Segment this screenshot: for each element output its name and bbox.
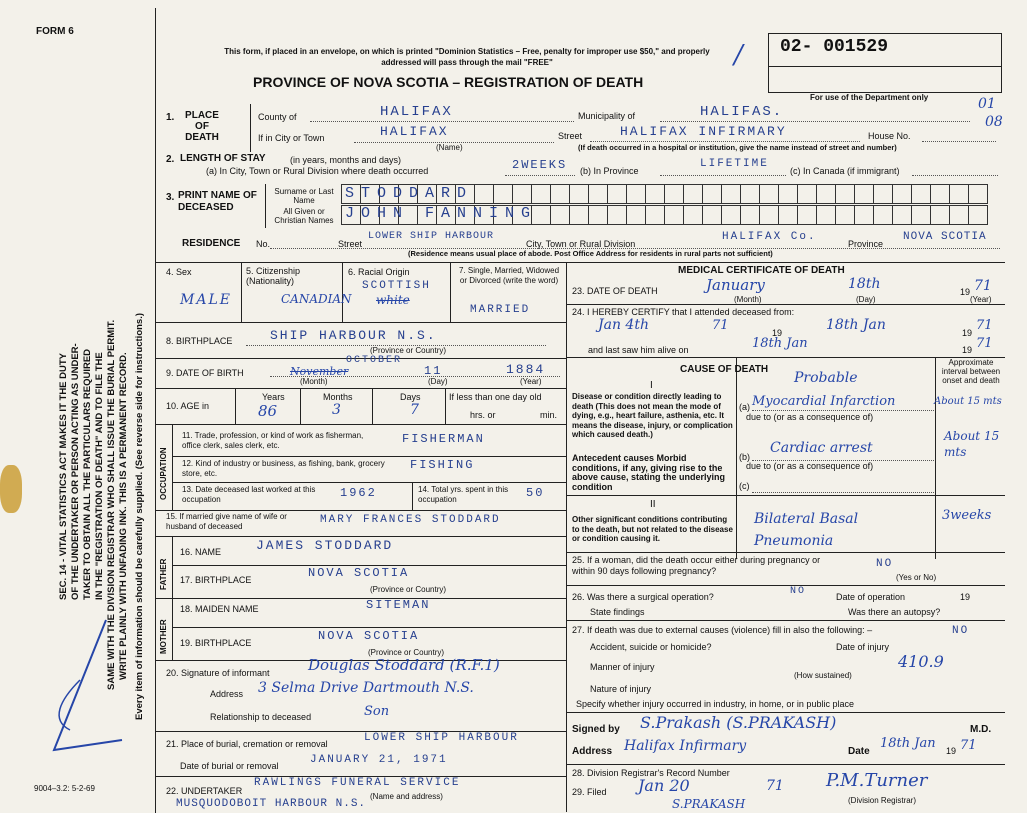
dod-label: 23. DATE OF DEATH	[572, 286, 658, 296]
form-label: FORM 6	[36, 26, 74, 37]
burial-date-value: JANUARY 21, 1971	[310, 754, 448, 766]
father-bp-label: 17. BIRTHPLACE	[180, 575, 252, 585]
residence-label: RESIDENCE	[182, 238, 241, 249]
roman-2: II	[650, 499, 656, 510]
letter-box	[854, 184, 874, 204]
last-worked-label: 13. Date deceased last worked at this occupation	[182, 485, 316, 504]
last-worked-value: 1962	[340, 486, 377, 500]
informant-address: 3 Selma Drive Dartmouth N.S.	[258, 680, 474, 696]
birthplace-caption: (Province or Country)	[370, 346, 447, 355]
cause-b-value: Cardiac arrest	[770, 440, 873, 456]
occupation-side: OCCUPATION	[159, 447, 168, 500]
racial-value: SCOTTISH	[362, 280, 431, 292]
footer-code: 9004–3.2: 5-2-69	[34, 784, 95, 793]
relationship-value: Son	[364, 704, 390, 719]
address-value: Halifax Infirmary	[624, 738, 747, 754]
dob-struck: November	[290, 365, 349, 378]
registration-number: 02- 001529	[780, 37, 889, 57]
letter-box	[740, 205, 760, 225]
years-spent-value: 50	[526, 486, 545, 500]
burial-place-label: 21. Place of burial, cremation or removal	[166, 739, 328, 749]
other-interval: 3weeks	[942, 508, 992, 523]
op-date-label: Date of operation	[836, 592, 906, 602]
residence-province-label: Province	[848, 239, 884, 249]
racial-label: 6. Racial Origin	[348, 267, 410, 277]
letter-box	[645, 184, 665, 204]
side-instructions-1: SEC. 14 - VITAL STATISTICS ACT MAKES IT THE DUTY	[58, 352, 69, 600]
certify-label: 24. I HEREBY CERTIFY that I attended deceased from:	[572, 307, 795, 317]
letter-box	[550, 205, 570, 225]
from-nineteen: 19	[772, 328, 783, 338]
q25-value: NO	[876, 558, 894, 570]
letter-box	[930, 205, 950, 225]
stay-a-value: 2WEEKS	[512, 158, 568, 172]
name-label: PRINT NAME OF DECEASED	[178, 190, 257, 213]
side-note: Every item of information should be carefully supplied. (See reverse side for instructions.)	[134, 312, 145, 720]
letter-box	[968, 184, 988, 204]
stay-b-label: (b) In Province	[580, 166, 639, 176]
from-year: 71	[712, 318, 729, 333]
letter-box	[930, 184, 950, 204]
filed-date: Jan 20	[638, 776, 690, 795]
surname-value: STODDARD	[345, 185, 474, 202]
father-name-label: 16. NAME	[180, 547, 222, 557]
interval-title: Approximate interval between onset and death	[941, 358, 1001, 385]
address-label: Address	[572, 746, 613, 757]
q29-label: 29. Filed	[572, 787, 607, 797]
marital-label: 7. Single, Married, Widowed or Divorced (write the word)	[458, 266, 560, 285]
q27-value: NO	[952, 625, 970, 637]
letter-box	[607, 205, 627, 225]
birthplace-label: 8. BIRTHPLACE	[166, 336, 233, 346]
stay-a-label: (a) In City, Town or Rural Division where death occurred	[206, 166, 429, 176]
age-days: 7	[410, 402, 419, 418]
letter-box	[569, 205, 589, 225]
letter-box	[873, 184, 893, 204]
seen-date: 18th Jan	[752, 336, 808, 351]
registrar-name: S.PRAKASH	[672, 797, 746, 811]
stain	[0, 465, 22, 513]
q26-value: NO	[790, 586, 807, 597]
given-value: JOHN FANNING	[345, 205, 538, 222]
citizenship-value: CANADIAN	[281, 292, 352, 306]
residence-note: (Residence means usual place of abode. Post Office Address for residents in rural parts not sufficient)	[408, 249, 773, 258]
dod-year-caption: (Year)	[970, 295, 992, 304]
father-bp-value: NOVA SCOTIA	[308, 566, 410, 580]
medical-title: MEDICAL CERTIFICATE OF DEATH	[678, 265, 845, 276]
margin-scrawl	[10, 600, 130, 770]
father-bp-caption: (Province or Country)	[370, 585, 447, 594]
injury-date-label: Date of injury	[836, 642, 890, 652]
residence-no-label: No.	[256, 239, 271, 249]
cause-b-interval: About 15 mts	[944, 429, 1000, 459]
dept-code-1: 01	[978, 96, 996, 112]
stay-label: LENGTH OF STAY	[180, 153, 266, 164]
registrar-signature: P.M.Turner	[826, 770, 928, 791]
informant-sig-label: 20. Signature of informant	[166, 668, 270, 678]
dod-day: 18th	[848, 276, 881, 292]
side-instructions-3: TAKER TO OBTAIN ALL THE PARTICULARS REQUIRED	[82, 348, 93, 600]
dob-month: OCTOBER	[346, 355, 403, 366]
city-label: If in City or Town	[258, 133, 325, 143]
state-findings-label: State findings	[590, 607, 645, 617]
maiden-value: SITEMAN	[366, 598, 431, 612]
seen-nineteen: 19	[962, 345, 973, 355]
manner-label: Manner of injury	[590, 662, 655, 672]
county-label: County of	[258, 112, 297, 122]
name-num: 3.	[166, 192, 175, 203]
filed-year: 71	[766, 778, 784, 794]
dod-day-caption: (Day)	[856, 295, 876, 304]
age-months-label: Months	[323, 392, 353, 402]
less-day-label: If less than one day old	[449, 392, 542, 402]
side-instructions-4: IN THE "REGISTRATION OF DEATH" AND TO FILE THE	[94, 352, 105, 600]
undertaker-label: 22. UNDERTAKER	[166, 786, 243, 796]
to-date: 18th Jan	[826, 317, 886, 333]
mother-side: MOTHER	[159, 619, 168, 654]
mother-bp-caption: (Province or Country)	[368, 648, 445, 657]
industry-value: FISHING	[410, 458, 475, 472]
age-days-label: Days	[400, 392, 421, 402]
side-instructions-6: WRITE PLAINLY WITH UNFADING INK. THIS IS A PERMANENT RECORD.	[118, 352, 129, 680]
municipality-label: Municipality of	[578, 111, 636, 121]
informant-sig: Douglas Stoddard (R.F.1)	[308, 656, 500, 674]
dept-code-2: 08	[985, 114, 1003, 130]
letter-box	[607, 184, 627, 204]
given-label: All Given or Christian Names	[274, 207, 334, 225]
dob-day: 11	[424, 364, 443, 378]
stat-code: 410.9	[898, 652, 944, 671]
dob-day-caption: (Day)	[428, 377, 448, 386]
street-label: Street	[558, 131, 583, 141]
letter-box	[683, 205, 703, 225]
letter-box	[721, 184, 741, 204]
street-value: HALIFAX INFIRMARY	[620, 124, 787, 139]
letter-box	[569, 184, 589, 204]
autopsy-label: Was there an autopsy?	[848, 607, 941, 617]
marital-value: MARRIED	[470, 304, 531, 316]
residence-city-label: City, Town or Rural Division	[526, 239, 636, 249]
min-label: min.	[540, 410, 558, 420]
father-name-value: JAMES STODDARD	[256, 538, 394, 553]
letter-box	[645, 205, 665, 225]
signed-value: S.Prakash (S.PRAKASH)	[640, 713, 837, 732]
letter-box	[892, 205, 912, 225]
seen-label: and last saw him alive on	[588, 345, 689, 355]
letter-box	[664, 205, 684, 225]
wife-label: 15. If married give name of wife or husband of deceased	[166, 512, 287, 531]
yes-no-caption: (Yes or No)	[896, 573, 937, 582]
racial-struck: white	[376, 293, 410, 307]
letter-box	[911, 184, 931, 204]
due-b: due to (or as a consequence of)	[746, 461, 874, 471]
letter-box	[816, 184, 836, 204]
stay-b-value: LIFETIME	[700, 158, 769, 170]
from-date: Jan 4th	[598, 317, 649, 333]
dept-use-label: For use of the Department only	[810, 93, 929, 102]
cause-a-prefix: Probable	[794, 370, 858, 386]
letter-box	[512, 184, 532, 204]
cause-a-interval: About 15 mts	[934, 396, 1002, 407]
age-months: 3	[332, 402, 341, 418]
residence-street-label: Street	[338, 239, 363, 249]
mail-notice: This form, if placed in an envelope, on which is printed "Dominion Statistics – Free, penalty for improper use $50," and properly addressed will pass through the mail "FREE"	[224, 47, 710, 67]
letter-box	[683, 184, 703, 204]
letter-box	[778, 205, 798, 225]
citizenship-label: 5. Citizenship (Nationality)	[246, 266, 301, 286]
accident-label: Accident, suicide or homicide?	[590, 642, 712, 652]
residence-street: LOWER SHIP HARBOUR	[368, 231, 495, 242]
age-years-label: Years	[262, 392, 285, 402]
cause-c-label: (c)	[739, 481, 750, 491]
registrar-caption: (Division Registrar)	[848, 796, 917, 805]
sex-value: MALE	[180, 292, 232, 308]
sig-date: 18th Jan	[880, 736, 936, 751]
letter-box	[493, 184, 513, 204]
letter-box	[626, 184, 646, 204]
side-instructions-2: OF THE UNDERTAKER OR PERSON ACTING AS UNDER-	[70, 343, 81, 600]
letter-box	[797, 205, 817, 225]
cause-title: CAUSE OF DEATH	[680, 364, 769, 375]
dob-year: 1884	[506, 362, 546, 377]
place-label: PLACE OF DEATH	[185, 110, 219, 143]
letter-box	[835, 184, 855, 204]
q27-label: 27. If death was due to external causes (violence) fill in also the following: –	[572, 625, 873, 635]
letter-box	[949, 184, 969, 204]
informant-address-label: Address	[210, 689, 244, 699]
letter-box	[664, 184, 684, 204]
age-label: 10. AGE in	[166, 401, 210, 411]
wife-value: MARY FRANCES STODDARD	[320, 514, 501, 526]
letter-box	[892, 184, 912, 204]
letter-box	[759, 205, 779, 225]
surname-label: Surname or Last Name	[274, 187, 334, 205]
mother-bp-value: NOVA SCOTIA	[318, 629, 420, 643]
letter-box	[968, 205, 988, 225]
municipality-value: HALIFAS.	[700, 104, 784, 120]
cause-a-label: (a)	[739, 402, 750, 412]
letter-box	[588, 205, 608, 225]
residence-province: NOVA SCOTIA	[903, 231, 987, 243]
burial-place-value: LOWER SHIP HARBOUR	[364, 732, 519, 744]
undertaker-caption: (Name and address)	[370, 792, 443, 801]
undertaker-address: MUSQUODOBOIT HARBOUR N.S.	[176, 798, 367, 810]
undertaker-name: RAWLINGS FUNERAL SERVICE	[254, 777, 461, 789]
letter-box	[588, 184, 608, 204]
dod-year: 71	[974, 278, 992, 294]
md-label: M.D.	[970, 724, 992, 735]
trade-label: 11. Trade, profession, or kind of work as fisherman, office clerk, sales clerk, etc.	[182, 431, 364, 450]
letter-box	[702, 184, 722, 204]
letter-box	[702, 205, 722, 225]
residence-city: HALIFAX Co.	[722, 231, 817, 243]
cause-b-label: (b)	[739, 452, 750, 462]
letter-box	[721, 205, 741, 225]
q26-label: 26. Was there a surgical operation?	[572, 592, 714, 602]
burial-date-label: Date of burial or removal	[180, 761, 279, 771]
letter-box	[835, 205, 855, 225]
signed-label: Signed by	[572, 724, 620, 735]
mother-bp-label: 19. BIRTHPLACE	[180, 638, 252, 648]
hrs-label: hrs. or	[470, 410, 496, 420]
dob-month-caption: (Month)	[300, 377, 328, 386]
county-value: HALIFAX	[380, 104, 453, 120]
dob-year-caption: (Year)	[520, 377, 542, 386]
nature-label: Nature of injury	[590, 684, 652, 694]
letter-box	[873, 205, 893, 225]
roman-1: I	[650, 380, 653, 391]
birthplace-value: SHIP HARBOUR N.S.	[270, 328, 437, 343]
check-mark: /	[734, 40, 743, 70]
letter-box	[550, 184, 570, 204]
sig-nineteen: 19	[946, 746, 957, 756]
dod-month: January	[706, 276, 765, 294]
letter-box	[816, 205, 836, 225]
to-year: 71	[976, 318, 993, 333]
maiden-label: 18. MAIDEN NAME	[180, 604, 259, 614]
place-num: 1.	[166, 112, 175, 123]
relationship-label: Relationship to deceased	[210, 712, 312, 722]
house-label: House No.	[868, 131, 911, 141]
letter-box	[740, 184, 760, 204]
letter-box	[531, 184, 551, 204]
dod-month-caption: (Month)	[734, 295, 762, 304]
letter-box	[474, 184, 494, 204]
dod-year-prefix: 19	[960, 287, 971, 297]
other-value: Bilateral Basal Pneumonia	[754, 511, 859, 549]
due-a: due to (or as a consequence of)	[746, 412, 874, 422]
side-instructions-5: SAME WITH THE DIVISION REGISTRAR WHO SHALL ISSUE THE BURIAL PERMIT.	[106, 319, 117, 690]
letter-box	[911, 205, 931, 225]
stay-num: 2.	[166, 154, 175, 165]
sustained-caption: (How sustained)	[794, 671, 852, 680]
city-value: HALIFAX	[380, 124, 449, 139]
letter-box	[949, 205, 969, 225]
sex-label: 4. Sex	[166, 267, 192, 277]
sig-date-label: Date	[848, 746, 870, 757]
specify-label: Specify whether injury occurred in industry, in home, or in public place	[576, 699, 854, 709]
other-label: Other significant conditions contributing to the death, but not related to the disease or condition causing it.	[572, 515, 733, 543]
q25-label: 25. If a woman, did the death occur either during pregnancy or within 90 days following pregnancy?	[572, 555, 821, 576]
form-title: PROVINCE OF NOVA SCOTIA – REGISTRATION OF DEATH	[253, 74, 644, 90]
hospital-note: (If death occurred in a hospital or institution, give the name instead of street and number)	[578, 143, 897, 152]
seen-year: 71	[976, 336, 993, 351]
q28-label: 28. Division Registrar's Record Number	[572, 768, 730, 778]
name-caption: (Name)	[436, 143, 463, 152]
stay-c-label: (c) In Canada (if immigrant)	[790, 166, 900, 176]
trade-value: FISHERMAN	[402, 432, 485, 446]
antecedent-label: Antecedent causes Morbid conditions, if any, giving rise to the above cause, stating the underlying condition	[572, 453, 726, 492]
sig-year: 71	[960, 738, 977, 753]
to-nineteen: 19	[962, 328, 973, 338]
years-spent-label: 14. Total yrs. spent in this occupation	[418, 485, 509, 504]
op-nineteen: 19	[960, 592, 971, 602]
cause-a-value: Myocardial Infarction	[752, 394, 896, 409]
age-years: 86	[258, 402, 278, 420]
letter-box	[778, 184, 798, 204]
disease-label: Disease or condition directly leading to death (This does not mean the mode of dying, e.g., heart failure, asthenia, etc. It means the disease, injury, or complication which caused death.)	[572, 392, 733, 439]
letter-box	[759, 184, 779, 204]
letter-box	[797, 184, 817, 204]
industry-label: 12. Kind of industry or business, as fishing, bank, grocery store, etc.	[182, 459, 385, 478]
dob-label: 9. DATE OF BIRTH	[166, 368, 244, 378]
letter-box	[854, 205, 874, 225]
stay-sub: (in years, months and days)	[290, 155, 402, 165]
father-side: FATHER	[159, 558, 168, 590]
letter-box	[626, 205, 646, 225]
